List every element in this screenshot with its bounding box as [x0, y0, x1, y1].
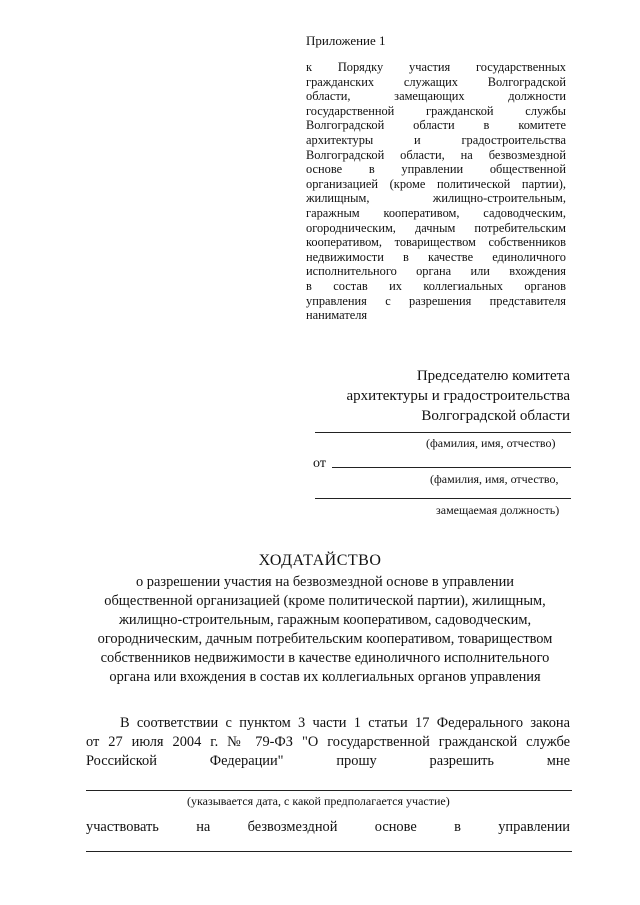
subtitle-line: органа или вхождения в состав их коллегиальных органов управления	[109, 669, 541, 685]
document-title: ХОДАТАЙСТВО	[258, 552, 382, 569]
body-paragraph-1	[86, 714, 570, 771]
organization-line	[86, 851, 572, 852]
appendix-line: основе в управлении общественной	[306, 162, 566, 177]
appendix-line: кооперативом, товариществом собственников	[306, 235, 566, 250]
appendix-line: архитектуры и градостроительства	[306, 132, 566, 147]
appendix-line: исполнительного органа или вхождения	[306, 264, 566, 279]
appendix-line: Волгоградской области в комитете	[306, 118, 566, 133]
addressee-name-hint: (фамилия, имя, отчество)	[426, 436, 556, 450]
addressee-name-line	[315, 432, 571, 433]
subtitle-line: о разрешении участия на безвозмездной основе в управлении	[136, 574, 514, 590]
appendix-line: нанимателя	[306, 308, 368, 323]
appendix-line: управления с разрешения представителя	[306, 293, 566, 308]
subtitle-line: собственников недвижимости в качестве единоличного исполнительного	[100, 650, 550, 666]
body-line: В соответствии с пунктом 3 части 1 статьи 17 Федерального закона	[120, 715, 570, 731]
appendix-line: недвижимости в качестве единоличного	[306, 249, 566, 264]
subtitle-line: общественной организацией (кроме политической партии), жилищным,	[104, 593, 546, 609]
appendix-line: к Порядку участия государственных	[306, 60, 566, 74]
appendix-text	[306, 60, 566, 323]
sender-hint-2: замещаемая должность)	[436, 503, 560, 517]
appendix-line: огородническим, дачным потребительским	[306, 220, 566, 235]
from-label: от	[313, 456, 326, 471]
subtitle-line: жилищно-строительным, гаражным кооперативом, садоводческим,	[118, 612, 532, 628]
addressee-line: архитектуры и градостроительства	[346, 388, 570, 404]
appendix-line: жилищным, жилищно-строительным,	[306, 191, 566, 206]
body-line: от 27 июля 2004 г. № 79-ФЗ "О государственной гражданской службе	[86, 734, 570, 750]
body-line: Российской Федерации" прошу разрешить мне	[86, 753, 570, 769]
appendix-line: области, замещающих должности	[306, 89, 566, 104]
appendix-line: гаражным кооперативом, садоводческим,	[306, 205, 566, 220]
addressee-line: Волгоградской области	[421, 408, 570, 424]
appendix-title: Приложение 1	[306, 33, 386, 48]
appendix-line: в состав их коллегиальных органов	[306, 278, 566, 293]
participation-date-hint: (указывается дата, с какой предполагается участие)	[187, 794, 450, 808]
document-subtitle	[70, 573, 580, 687]
addressee-line: Председателю комитета	[416, 368, 570, 384]
body-paragraph-2	[86, 818, 570, 837]
sender-name-line	[332, 467, 571, 468]
subtitle-line: огородническим, дачным потребительским кооперативом, товариществом	[97, 631, 553, 647]
sender-hint-1: (фамилия, имя, отчество,	[430, 472, 559, 486]
appendix-line: гражданских служащих Волгоградской	[306, 74, 566, 89]
addressee-block	[300, 366, 570, 426]
sender-position-line	[315, 498, 571, 499]
appendix-line: государственной гражданской службы	[306, 103, 566, 118]
body-line: участвовать на безвозмездной основе в управлении	[86, 819, 570, 835]
appendix-line: Волгоградской области, на безвозмездной	[306, 147, 566, 162]
appendix-line: организацией (кроме политической партии),	[306, 176, 566, 191]
participation-date-line	[86, 790, 572, 791]
